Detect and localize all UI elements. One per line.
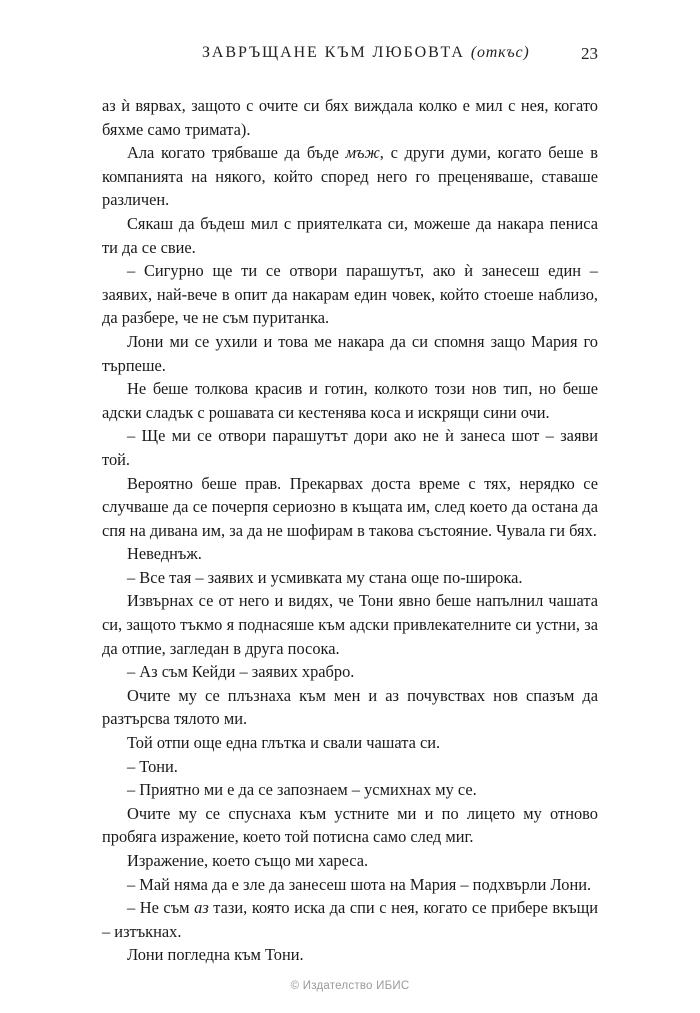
emphasis: мъж: [345, 143, 380, 163]
paragraph: Неведнъж.: [127, 544, 202, 564]
paragraph: – Май няма да е зле да занесеш шота на Мария – подхвърли Лони.: [127, 874, 592, 894]
paragraph: Лони ми се ухили и това ме накара да си спомня защо Мария го търпеше.: [102, 331, 598, 375]
paragraph: Той отпи още една глътка и свали чашата си.: [127, 733, 441, 753]
paragraph: Вероятно беше прав. Прекарвах доста време с тях, нерядко се случваше да се почерпя сериозно в къщата им, след което да остана да спя на дивана им, за да не шофирам в такова състояние. Чувала ги бях.: [102, 473, 598, 540]
paragraph: – Тони.: [127, 756, 178, 776]
text-run: тази, която иска да спи с нея, когато се прибере вкъщи – изтъкнах.: [102, 898, 598, 941]
book-title-note: (откъс): [470, 44, 530, 61]
paragraph: – Все тая – заявих и усмивката му стана още по-широка.: [127, 567, 523, 587]
book-title-text: ЗАВРЪЩАНЕ КЪМ ЛЮБОВТА: [202, 44, 465, 61]
paragraph: аз ѝ вярвах, защото с очите си бях виждала колко е мил с нея, когато бяхме само тримата).: [102, 96, 598, 139]
book-title: [202, 44, 530, 62]
page-number: 23: [581, 44, 598, 63]
text-run: , с други думи, когато беше в компанията на някого, който според него го преценяваше, ставаше различен.: [102, 143, 598, 210]
paragraph: [102, 896, 598, 943]
paragraph: Лони погледна към Тони.: [127, 945, 304, 965]
paragraph: – Ще ми се отвори парашутът дори ако не ѝ занеса шот – заяви той.: [102, 426, 598, 469]
paragraph: Изражение, което също ми хареса.: [127, 851, 369, 870]
paragraph: [102, 141, 598, 212]
text-run: Ала когато трябваше да бъде: [127, 143, 346, 163]
paragraph: Очите му се плъзнаха към мен и аз почувствах нов спазъм да разтърсва тялото ми.: [102, 685, 598, 729]
paragraph: Не беше толкова красив и готин, колкото този нов тип, но беше адски сладък с рошавата си кестенява коса и искрящи сини очи.: [102, 379, 598, 422]
body-text: [102, 94, 598, 967]
paragraph: Извърнах се от него и видях, че Тони явно беше напълнил чашата си, защото тъкмо я поднасяше към адски привлекателните си устни, за да отпие, загледан в друга посока.: [102, 591, 598, 658]
paragraph: – Аз съм Кейди – заявих храбро.: [127, 662, 355, 682]
text-run: – Не съм: [127, 898, 195, 918]
paragraph: Очите му се спуснаха към устните ми и по лицето му отново пробяга изражение, което той потисна само след миг.: [102, 803, 598, 847]
running-head: [102, 44, 598, 68]
paragraph: Сякаш да бъдеш мил с приятелката си, можеше да накара пениса ти да се свие.: [102, 213, 598, 257]
paragraph: – Сигурно ще ти се отвори парашутът, ако ѝ занесеш един – заявих, най-вече в опит да накарам един човек, който стоеше наблизо, да разбере, че не съм пуританка.: [102, 261, 598, 328]
emphasis: аз: [194, 898, 209, 918]
paragraph: – Приятно ми е да се запознаем – усмихнах му се.: [127, 780, 477, 800]
publisher-copyright: © Издателство ИБИС: [290, 980, 410, 992]
